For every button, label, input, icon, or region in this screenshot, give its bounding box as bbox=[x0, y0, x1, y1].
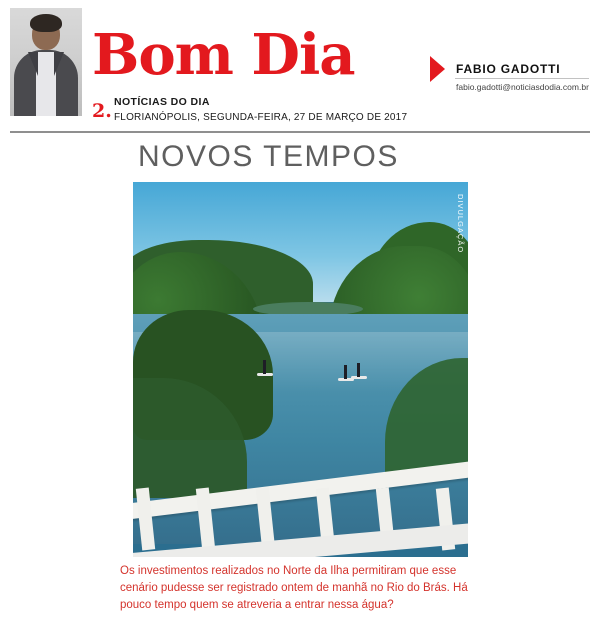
author-portrait-photo bbox=[10, 8, 82, 116]
portrait-collar-right bbox=[54, 52, 64, 76]
byline-divider bbox=[455, 78, 589, 79]
page-number: 2. bbox=[92, 100, 112, 122]
section-label: NOTÍCIAS DO DIA bbox=[114, 96, 210, 108]
article-photo bbox=[133, 182, 468, 557]
photo-bridge-railing bbox=[133, 482, 468, 557]
masthead bbox=[0, 0, 600, 133]
paddler-figure bbox=[263, 360, 266, 374]
place-date-line: FLORIANÓPOLIS, SEGUNDA-FEIRA, 27 DE MARÇO DE 2017 bbox=[114, 112, 408, 123]
publication-title: Bom Dia bbox=[92, 22, 355, 88]
photo-caption: Os investimentos realizados no Norte da Ilha permitiram que esse cenário pudesse ser registrado ontem de manhã no Rio do Brás. Há pouco tempo quem se atreveria a entrar nessa água? bbox=[120, 565, 468, 611]
railing-base bbox=[133, 521, 468, 557]
photo-credit: DIVULGAÇÃO bbox=[456, 194, 465, 254]
columnist-email[interactable]: fabio.gadotti@noticiasdodia.com.br bbox=[456, 82, 589, 92]
masthead-divider bbox=[10, 131, 590, 133]
railing-post bbox=[136, 487, 155, 550]
portrait-collar-left bbox=[28, 52, 38, 76]
page-title: NOVOS TEMPOS bbox=[138, 140, 399, 173]
chevron-right-icon bbox=[430, 56, 445, 82]
portrait-hair bbox=[30, 14, 62, 32]
columnist-name: FABIO GADOTTI bbox=[456, 62, 561, 76]
paddler-figure bbox=[357, 363, 360, 377]
paddler-figure bbox=[344, 365, 347, 379]
portrait-shirt bbox=[36, 52, 56, 116]
